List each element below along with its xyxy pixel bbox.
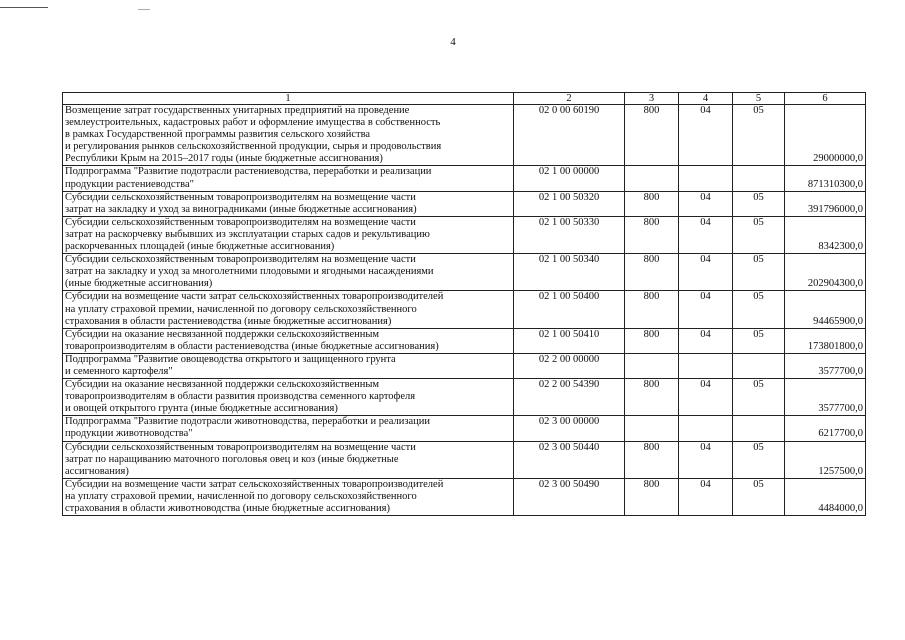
row-description: Субсидии на оказание несвязанной поддержки сельскохозяйственным товаропроизводителям в области растениеводства (иные бюджетные ассигнования): [63, 328, 514, 353]
row-section: [679, 166, 733, 191]
row-description: Субсидии сельскохозяйственным товаропроизводителям на возмещение части затрат на закладку и уход за многолетними плодовыми и ягодными насаждениями (иные бюджетные ассигнования): [63, 254, 514, 291]
row-section: [679, 416, 733, 441]
row-expense-type: [625, 353, 679, 378]
row-subsection: 05: [733, 379, 785, 416]
row-subsection: 05: [733, 191, 785, 216]
row-amount: 871310300,0: [785, 166, 866, 191]
top-left-scan-mark: [0, 7, 48, 8]
row-expense-type: 800: [625, 105, 679, 166]
row-subsection: [733, 353, 785, 378]
budget-table: [62, 92, 866, 516]
row-section: 04: [679, 216, 733, 253]
row-section: 04: [679, 478, 733, 515]
row-description: Субсидии на оказание несвязанной поддержки сельскохозяйственным товаропроизводителям в области развития производства семенного картофеля и овощей открытого грунта (иные бюджетные ассигнования): [63, 379, 514, 416]
table-row: [63, 328, 866, 353]
row-subsection: 05: [733, 216, 785, 253]
row-section: 04: [679, 254, 733, 291]
row-expense-type: 800: [625, 254, 679, 291]
row-amount: 391796000,0: [785, 191, 866, 216]
row-code: 02 1 00 50320: [514, 191, 625, 216]
header-col-5: 5: [733, 93, 785, 105]
row-section: [679, 353, 733, 378]
table-row: [63, 291, 866, 328]
row-code: 02 1 00 50410: [514, 328, 625, 353]
row-section: 04: [679, 441, 733, 478]
row-description: Подпрограмма "Развитие овощеводства открытого и защищенного грунта и семенного картофеля": [63, 353, 514, 378]
row-expense-type: 800: [625, 191, 679, 216]
row-code: 02 1 00 50330: [514, 216, 625, 253]
row-expense-type: 800: [625, 328, 679, 353]
table-row: [63, 353, 866, 378]
row-amount: 4484000,0: [785, 478, 866, 515]
header-col-3: 3: [625, 93, 679, 105]
row-description: Субсидии сельскохозяйственным товаропроизводителям на возмещение части затрат по наращиванию маточного поголовья овец и коз (иные бюджетные ассигнования): [63, 441, 514, 478]
row-description: Субсидии сельскохозяйственным товаропроизводителям на возмещение части затрат на закладку и уход за виноградниками (иные бюджетные ассигнования): [63, 191, 514, 216]
header-col-2: 2: [514, 93, 625, 105]
row-code: 02 1 00 00000: [514, 166, 625, 191]
row-subsection: 05: [733, 478, 785, 515]
row-subsection: [733, 416, 785, 441]
row-amount: 6217700,0: [785, 416, 866, 441]
row-expense-type: [625, 416, 679, 441]
row-code: 02 0 00 60190: [514, 105, 625, 166]
row-section: 04: [679, 379, 733, 416]
row-expense-type: 800: [625, 478, 679, 515]
row-subsection: 05: [733, 254, 785, 291]
row-description: Возмещение затрат государственных унитарных предприятий на проведение землеустроительных, кадастровых работ и оформление имущества в собственность в рамках Государственной программы развития сельского хозяйства и регулирования рынков сельскохозяйственной продукции, сырья и продовольствия Республики Крым на 2015–2017 годы (иные бюджетные ассигнования): [63, 105, 514, 166]
row-expense-type: 800: [625, 379, 679, 416]
row-code: 02 1 00 50340: [514, 254, 625, 291]
table-row: [63, 441, 866, 478]
row-code: 02 2 00 54390: [514, 379, 625, 416]
table-row: [63, 416, 866, 441]
header-col-4: 4: [679, 93, 733, 105]
table-header-row: [63, 93, 866, 105]
row-amount: 173801800,0: [785, 328, 866, 353]
row-code: 02 2 00 00000: [514, 353, 625, 378]
top-scan-mark: [138, 9, 150, 10]
row-code: 02 3 00 00000: [514, 416, 625, 441]
row-expense-type: 800: [625, 441, 679, 478]
row-amount: 94465900,0: [785, 291, 866, 328]
header-col-6: 6: [785, 93, 866, 105]
row-description: Субсидии на возмещение части затрат сельскохозяйственных товаропроизводителей на уплату страховой премии, начисленной по договору сельскохозяйственного страхования в области животноводства (иные бюджетные ассигнования): [63, 478, 514, 515]
row-section: 04: [679, 291, 733, 328]
row-amount: 1257500,0: [785, 441, 866, 478]
header-col-1: 1: [63, 93, 514, 105]
table-row: [63, 216, 866, 253]
table-row: [63, 379, 866, 416]
row-code: 02 1 00 50400: [514, 291, 625, 328]
page-number: 4: [450, 36, 456, 48]
row-subsection: 05: [733, 328, 785, 353]
row-expense-type: [625, 166, 679, 191]
table-row: [63, 105, 866, 166]
table-row: [63, 254, 866, 291]
row-subsection: 05: [733, 291, 785, 328]
row-expense-type: 800: [625, 291, 679, 328]
row-amount: 3577700,0: [785, 379, 866, 416]
row-description: Субсидии сельскохозяйственным товаропроизводителям на возмещение части затрат на раскорчевку выбывших из эксплуатации старых садов и рекультивацию раскорчеванных площадей (иные бюджетные ассигнования): [63, 216, 514, 253]
table-row: [63, 478, 866, 515]
row-subsection: 05: [733, 441, 785, 478]
row-amount: 3577700,0: [785, 353, 866, 378]
row-section: 04: [679, 191, 733, 216]
row-code: 02 3 00 50440: [514, 441, 625, 478]
table-row: [63, 191, 866, 216]
row-subsection: 05: [733, 105, 785, 166]
row-code: 02 3 00 50490: [514, 478, 625, 515]
table-row: [63, 166, 866, 191]
row-description: Субсидии на возмещение части затрат сельскохозяйственных товаропроизводителей на уплату страховой премии, начисленной по договору сельскохозяйственного страхования в области растениеводства (иные бюджетные ассигнования): [63, 291, 514, 328]
row-amount: 29000000,0: [785, 105, 866, 166]
row-amount: 202904300,0: [785, 254, 866, 291]
row-subsection: [733, 166, 785, 191]
row-description: Подпрограмма "Развитие подотрасли животноводства, переработки и реализации продукции животноводства": [63, 416, 514, 441]
row-section: 04: [679, 105, 733, 166]
row-amount: 8342300,0: [785, 216, 866, 253]
row-description: Подпрограмма "Развитие подотрасли растениеводства, переработки и реализации продукции растениеводства": [63, 166, 514, 191]
row-section: 04: [679, 328, 733, 353]
row-expense-type: 800: [625, 216, 679, 253]
